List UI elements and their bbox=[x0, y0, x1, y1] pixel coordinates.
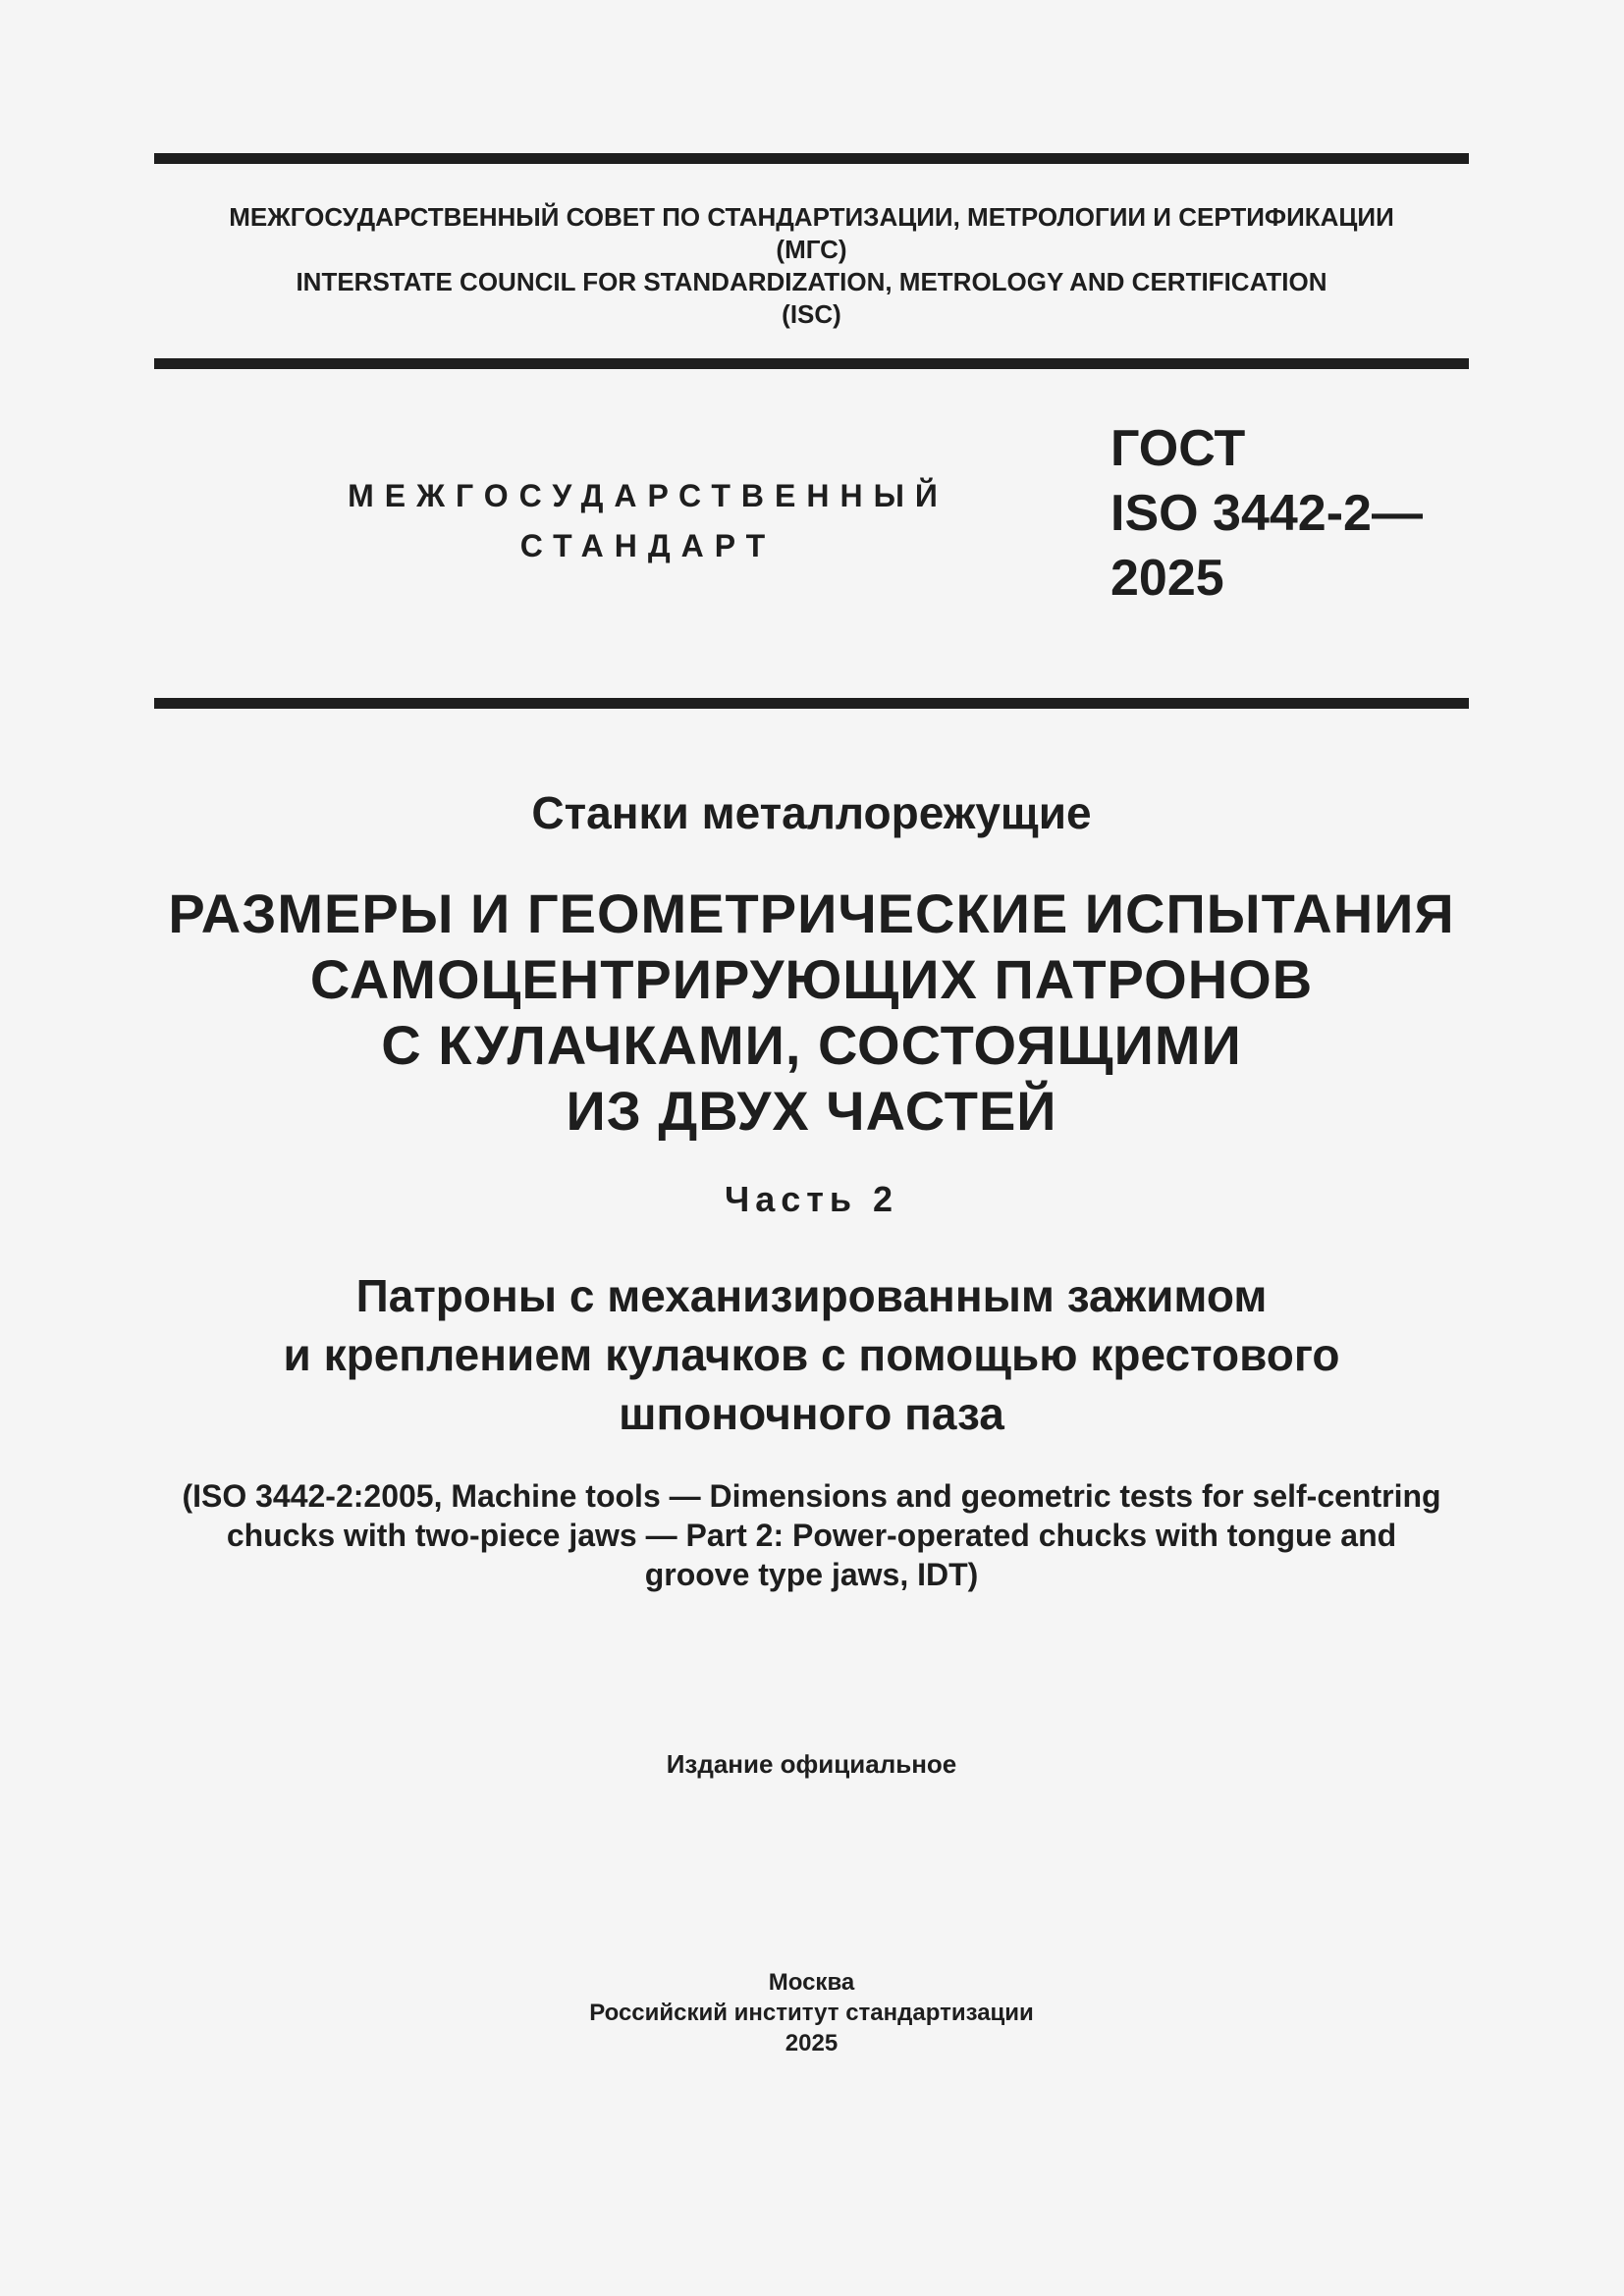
top-rule bbox=[154, 153, 1469, 164]
council-abbr-en: (ISC) bbox=[782, 299, 841, 329]
edition-note: Издание официальное bbox=[666, 1749, 957, 1779]
subtitle-line: и креплением кулачков с помощью крестового bbox=[283, 1329, 1340, 1380]
standard-type-line-2: СТАНДАРТ bbox=[519, 528, 777, 563]
subtitle-line: Патроны с механизированным зажимом bbox=[355, 1270, 1268, 1321]
council-name-en: INTERSTATE COUNCIL FOR STANDARDIZATION, METROLOGY AND CERTIFICATION bbox=[296, 267, 1327, 296]
subject-title: Станки металлорежущие bbox=[531, 787, 1092, 838]
publisher-city: Москва bbox=[768, 1969, 855, 1996]
designation-rule bbox=[154, 698, 1469, 709]
gost-label: ГОСТ bbox=[1110, 420, 1246, 477]
publisher-name: Российский институт стандартизации bbox=[589, 2000, 1034, 2026]
council-header bbox=[154, 201, 1469, 331]
standard-year: 2025 bbox=[1110, 550, 1224, 607]
header-rule bbox=[154, 358, 1469, 369]
standard-type-line-1: МЕЖГОСУДАРСТВЕННЫЙ bbox=[348, 478, 948, 513]
standard-designation bbox=[1110, 416, 1423, 611]
part-label: Часть 2 bbox=[724, 1179, 899, 1219]
main-title-line: С КУЛАЧКАМИ, СОСТОЯЩИМИ bbox=[381, 1014, 1242, 1076]
main-title-line: РАЗМЕРЫ И ГЕОМЕТРИЧЕСКИЕ ИСПЫТАНИЯ bbox=[168, 882, 1455, 944]
council-abbr-ru: (МГС) bbox=[776, 235, 847, 264]
iso-reference-line: groove type jaws, IDT) bbox=[644, 1557, 979, 1592]
standard-number: ISO 3442-2— bbox=[1110, 485, 1423, 542]
iso-reference-line: (ISO 3442-2:2005, Machine tools — Dimensions and geometric tests for self-centring bbox=[182, 1478, 1441, 1514]
main-title bbox=[154, 881, 1469, 1144]
main-title-line: САМОЦЕНТРИРУЮЩИХ ПАТРОНОВ bbox=[309, 948, 1314, 1010]
publisher-year: 2025 bbox=[785, 2030, 839, 2056]
council-name-ru: МЕЖГОСУДАРСТВЕННЫЙ СОВЕТ ПО СТАНДАРТИЗАЦИИ, МЕТРОЛОГИИ И СЕРТИФИКАЦИИ bbox=[229, 202, 1394, 232]
iso-reference bbox=[154, 1476, 1469, 1594]
subtitle-line: шпоночного паза bbox=[619, 1388, 1004, 1439]
publisher-block bbox=[154, 1967, 1469, 2058]
iso-reference-line: chucks with two-piece jaws — Part 2: Power-operated chucks with tongue and bbox=[226, 1518, 1397, 1553]
part-subtitle bbox=[154, 1266, 1469, 1443]
standard-type bbox=[295, 471, 1001, 571]
main-title-line: ИЗ ДВУХ ЧАСТЕЙ bbox=[566, 1080, 1057, 1142]
